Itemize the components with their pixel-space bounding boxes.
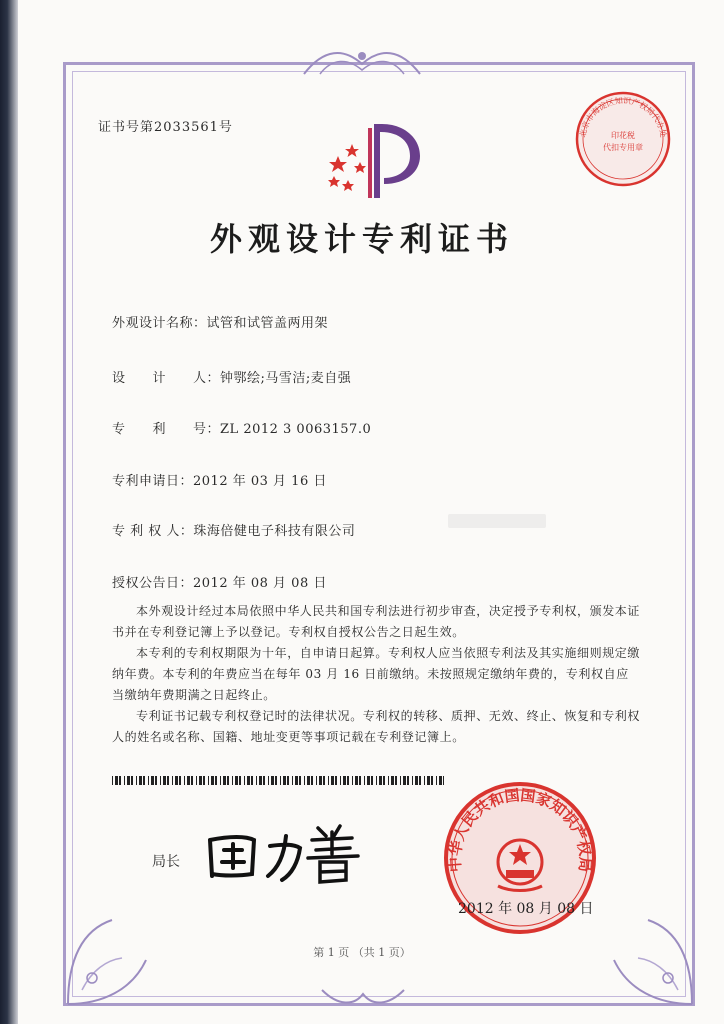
body-paragraph: 本专利的专利权期限为十年，自申请日起算。专利权人应当依照专利法及其实施细则规定缴纳年费。本专利的年费应当在每年 03 月 16 日前缴纳。未按照规定缴纳年费的，专利权自应当缴纳年费期满之日起终止。 xyxy=(112,646,641,702)
field-value: 钟鄂绘;马雪洁;麦自强 xyxy=(220,371,352,386)
seal-date: 2012 年 08 月 08 日 xyxy=(458,901,594,917)
field-value: 试管和试管盖两用架 xyxy=(206,316,329,331)
body-paragraph: 专利证书记载专利权登记时的法律状况。专利权的转移、质押、无效、终止、恢复和专利权人的姓名或名称、国籍、地址变更等事项记载在专利登记簿上。 xyxy=(112,709,641,744)
director-signature-icon xyxy=(200,818,370,888)
patent-office-logo-icon xyxy=(322,118,434,200)
field-label: 设 计 人： xyxy=(112,371,221,386)
field-application-date xyxy=(112,470,327,489)
barcode-icon xyxy=(112,776,444,785)
field-value: 2012 年 03 月 16 日 xyxy=(193,474,327,489)
scan-edge-shadow xyxy=(0,0,18,1024)
field-label: 专 利 号： xyxy=(112,422,221,437)
svg-text:北京市海淀区知识产权局代办处: 北京市海淀区知识产权局代办处 xyxy=(578,96,668,139)
director-label: 局长 xyxy=(152,854,180,870)
body-paragraph: 本外观设计经过本局依照中华人民共和国专利法进行初步审查，决定授予专利权，颁发本证书并在专利登记簿上予以登记。专利权自授权公告之日起生效。 xyxy=(112,604,641,639)
field-label: 授权公告日： xyxy=(112,576,194,591)
certificate-body-text xyxy=(112,601,640,748)
certificate-number: 证书号第2033561号 xyxy=(98,120,233,135)
field-label: 专 利 权 人： xyxy=(112,524,194,539)
field-designer xyxy=(112,367,351,386)
faint-stamp-mark xyxy=(448,514,546,528)
bottom-ornament-icon xyxy=(318,984,408,1008)
svg-text:中华人民共和国国家知识产权局: 中华人民共和国国家知识产权局 xyxy=(445,786,595,873)
top-ornament-icon xyxy=(300,44,424,80)
field-patentee xyxy=(112,520,355,539)
field-label: 专利申请日： xyxy=(112,474,194,489)
field-value: ZL 2012 3 0063157.0 xyxy=(220,422,372,437)
page-number: 第 1 页 （共 1 页） xyxy=(313,946,411,959)
field-value: 2012 年 08 月 08 日 xyxy=(193,576,327,591)
field-design-name xyxy=(112,312,328,331)
field-value: 珠海倍健电子科技有限公司 xyxy=(193,524,356,539)
field-patent-number xyxy=(112,418,371,437)
field-label: 外观设计名称： xyxy=(112,316,207,331)
certificate-title: 外观设计专利证书 xyxy=(209,220,514,258)
field-grant-date xyxy=(112,572,327,591)
svg-text:印花税: 印花税 xyxy=(611,131,635,140)
svg-text:代扣专用章: 代扣专用章 xyxy=(603,143,643,152)
tax-stamp-seal-icon xyxy=(572,88,674,190)
